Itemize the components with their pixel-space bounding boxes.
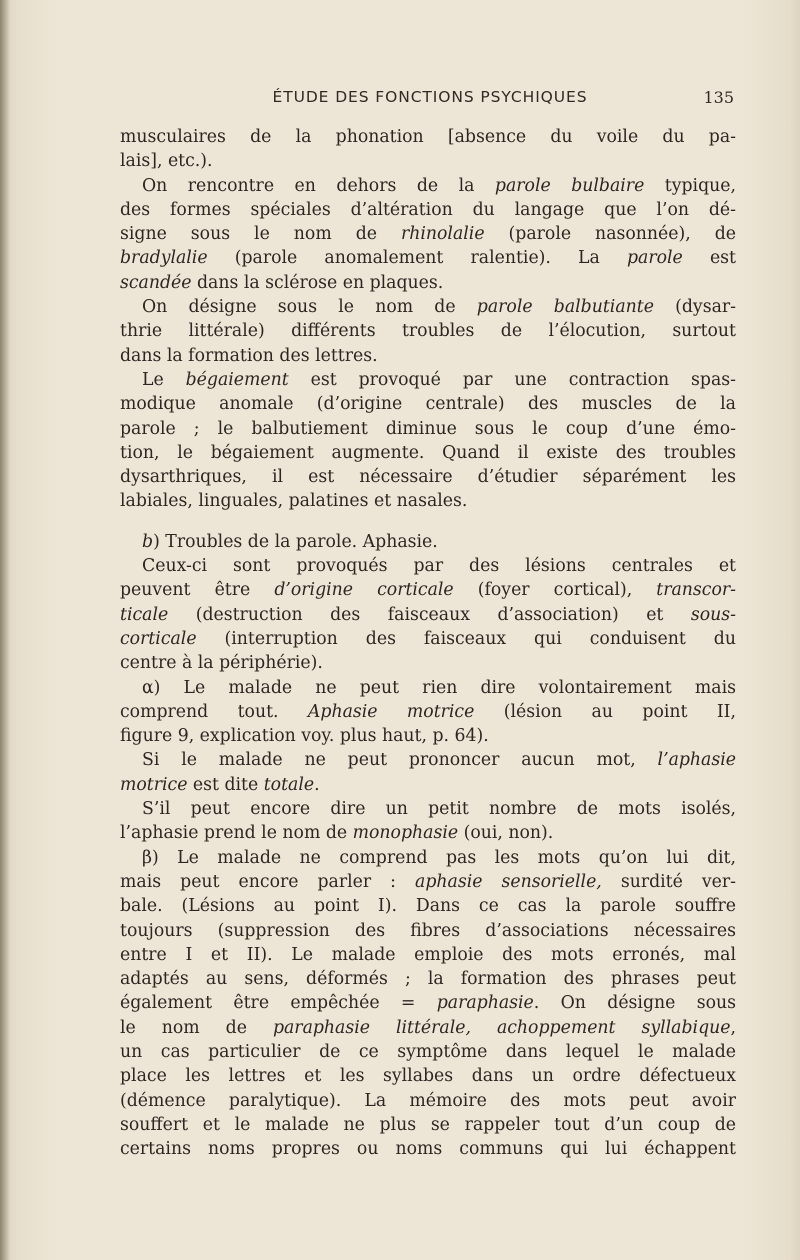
- italic-term: scandée: [120, 272, 192, 293]
- text-line: [120, 417, 736, 441]
- text-run: le nom de: [120, 1017, 273, 1038]
- italic-term: rhinolalie: [400, 224, 485, 245]
- text-line: [120, 919, 736, 943]
- text-run: dans la formation des lettres.: [120, 345, 378, 366]
- text-run: thrie littérale) différents troubles de l’élocution, surtout: [120, 321, 736, 342]
- text-line: [120, 1089, 736, 1113]
- text-line: [120, 967, 736, 991]
- text-line: [120, 530, 736, 554]
- italic-term: b: [142, 531, 154, 552]
- italic-term: sous-: [690, 604, 736, 625]
- text-line: [120, 344, 736, 368]
- text-line: [120, 991, 736, 1015]
- text-run: (dysar-: [653, 297, 736, 318]
- text-line: [120, 943, 736, 967]
- text-run: (parole nasonnée), de: [484, 224, 736, 245]
- text-line: [120, 773, 736, 797]
- text-line: [120, 174, 736, 198]
- text-run: lais], etc.).: [120, 151, 213, 172]
- chapter-title: ÉTUDE DES FONCTIONS PSYCHIQUES: [272, 88, 588, 106]
- text-run: figure 9, explication voy. plus haut, p. 64).: [120, 726, 489, 747]
- text-line: [120, 489, 736, 513]
- italic-term: aphasie sensorielle,: [415, 871, 602, 892]
- text-run: On désigne sous le nom de: [142, 297, 477, 318]
- italic-term: bradylalie: [120, 248, 208, 269]
- text-line: [120, 821, 736, 845]
- text-line: [120, 603, 736, 627]
- running-head: [120, 88, 740, 112]
- text-line: [120, 1113, 736, 1137]
- text-line: [120, 676, 736, 700]
- text-line: [120, 295, 736, 319]
- italic-term: bégaiement: [185, 369, 289, 390]
- text-run: .: [314, 774, 320, 795]
- italic-term: totale: [263, 774, 315, 795]
- text-run: Ceux-ci sont provoqués par des lésions centrales et: [142, 556, 736, 577]
- text-run: S’il peut encore dire un petit nombre de mots isolés,: [142, 799, 736, 820]
- italic-term: parole balbutiante: [476, 297, 654, 318]
- text-line: [120, 368, 736, 392]
- text-run: certains noms propres ou noms communs qui lui échappent: [120, 1139, 736, 1160]
- text-line: [120, 554, 736, 578]
- text-line: [120, 319, 736, 343]
- text-run: labiales, linguales, palatines et nasales.: [120, 491, 468, 512]
- page-number: 135: [703, 88, 734, 107]
- text-run: place les lettres et les syllabes dans un ordre défectueux: [120, 1066, 736, 1087]
- text-run: ,: [730, 1017, 736, 1038]
- text-run: signe sous le nom de: [120, 224, 401, 245]
- text-line: [120, 198, 736, 222]
- text-line: [120, 441, 736, 465]
- italic-term: paraphasie littérale, achoppement syllabique: [272, 1017, 731, 1038]
- text-line: [120, 748, 736, 772]
- text-line: [120, 700, 736, 724]
- italic-term: paraphasie: [436, 993, 534, 1014]
- text-run: α) Le malade ne peut rien dire volontairement mais: [142, 677, 736, 698]
- text-line: [120, 846, 736, 870]
- text-run: Si le malade ne peut prononcer aucun mot,: [142, 750, 658, 771]
- text-run: dans la sclérose en plaques.: [191, 272, 444, 293]
- text-run: modique anomale (d’origine centrale) des muscles de la: [120, 394, 736, 415]
- italic-term: monophasie: [352, 823, 459, 844]
- text-line: [120, 149, 736, 173]
- italic-term: l’aphasie: [657, 750, 736, 771]
- text-run: typique,: [644, 175, 736, 196]
- text-run: On rencontre en dehors de la: [142, 175, 495, 196]
- text-line: [120, 1137, 736, 1161]
- text-run: . On désigne sous: [533, 993, 736, 1014]
- text-line: [120, 392, 736, 416]
- text-line: [120, 125, 736, 149]
- text-line: [120, 271, 736, 295]
- text-run: mais peut encore parler :: [120, 871, 416, 892]
- text-run: est dite: [187, 774, 264, 795]
- italic-term: ticale: [120, 604, 169, 625]
- text-run: (foyer cortical),: [453, 580, 657, 601]
- text-run: parole ; le balbutiement diminue sous le coup d’une émo-: [120, 418, 736, 439]
- text-run: bale. (Lésions au point I). Dans ce cas la parole souffre: [120, 896, 736, 917]
- text-line: [120, 465, 736, 489]
- italic-term: transcor-: [656, 580, 736, 601]
- text-run: peuvent être: [120, 580, 275, 601]
- text-run: toujours (suppression des fibres d’associations nécessaires: [120, 920, 736, 941]
- text-run: souffert et le malade ne plus se rappeler tout d’un coup de: [120, 1114, 736, 1135]
- text-run: l’aphasie prend le nom de: [120, 823, 353, 844]
- text-line: [120, 578, 736, 602]
- text-run: ) Troubles de la parole. Aphasie.: [153, 531, 438, 552]
- text-run: dysarthriques, il est nécessaire d’étudier séparément les: [120, 467, 736, 488]
- text-line: [120, 1016, 736, 1040]
- text-run: musculaires de la phonation [absence du voile du pa-: [120, 127, 736, 147]
- text-run: surdité ver-: [601, 871, 736, 892]
- text-line: [120, 1064, 736, 1088]
- text-run: comprend tout.: [120, 701, 308, 722]
- text-run: également être empêchée =: [120, 993, 437, 1014]
- text-run: (interruption des faisceaux qui conduisent du: [196, 628, 736, 649]
- text-run: entre I et II). Le malade emploie des mots erronés, mal: [120, 944, 736, 965]
- text-run: β) Le malade ne comprend pas les mots qu’on lui dit,: [142, 847, 736, 868]
- text-run: est provoqué par une contraction spas-: [288, 369, 736, 390]
- text-run: (destruction des faisceaux d’association) et: [168, 604, 691, 625]
- italic-term: parole: [627, 248, 683, 269]
- italic-term: Aphasie motrice: [307, 701, 475, 722]
- text-line: [120, 246, 736, 270]
- italic-term: motrice: [120, 774, 188, 795]
- text-run: des formes spéciales d’altération du langage que l’on dé-: [120, 199, 736, 220]
- text-run: est: [682, 248, 736, 269]
- italic-term: d’origine corticale: [274, 580, 454, 601]
- text-run: Le: [142, 369, 186, 390]
- text-line: [120, 894, 736, 918]
- text-run: (oui, non).: [458, 823, 554, 844]
- text-line: [120, 724, 736, 748]
- paragraph-gap: [120, 514, 736, 530]
- body-text: [120, 125, 736, 1161]
- italic-term: parole bulbaire: [494, 175, 645, 196]
- page-gutter-shadow: [0, 0, 10, 1260]
- text-run: (lésion au point II,: [474, 701, 736, 722]
- text-line: [120, 870, 736, 894]
- text-run: centre à la périphérie).: [120, 653, 323, 674]
- italic-term: corticale: [120, 628, 197, 649]
- text-line: [120, 651, 736, 675]
- text-line: [120, 627, 736, 651]
- text-line: [120, 222, 736, 246]
- text-run: tion, le bégaiement augmente. Quand il existe des troubles: [120, 442, 736, 463]
- text-run: un cas particulier de ce symptôme dans lequel le malade: [120, 1041, 736, 1062]
- text-line: [120, 797, 736, 821]
- text-run: (démence paralytique). La mémoire des mots peut avoir: [120, 1090, 736, 1111]
- text-run: (parole anomalement ralentie). La: [207, 248, 627, 269]
- text-run: adaptés au sens, déformés ; la formation des phrases peut: [120, 969, 736, 990]
- text-line: [120, 1040, 736, 1064]
